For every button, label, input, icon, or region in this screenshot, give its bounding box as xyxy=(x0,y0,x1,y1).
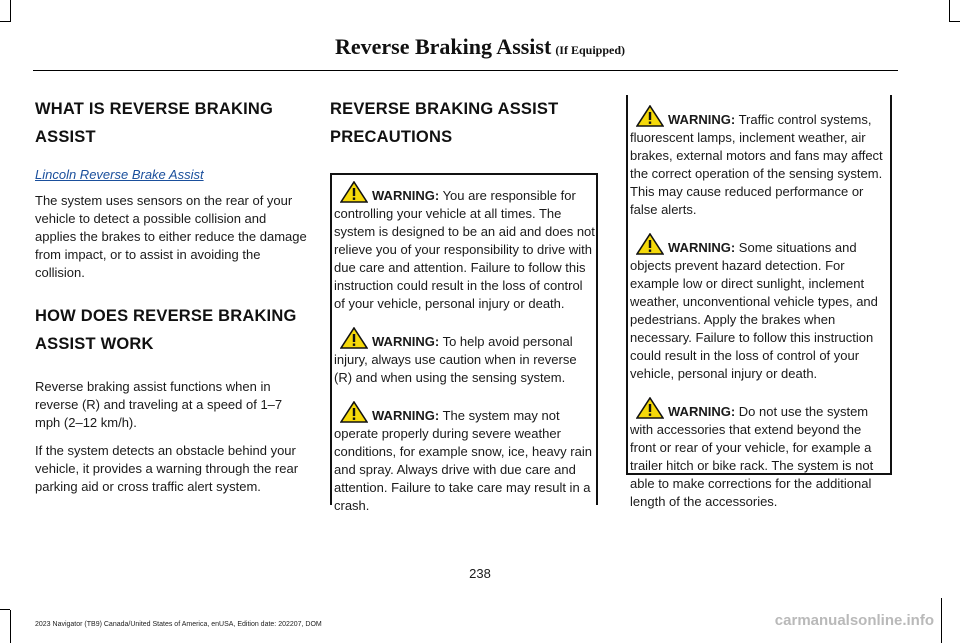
crop-mark xyxy=(10,0,11,22)
warning-item xyxy=(334,327,596,387)
footer-edition-text: 2023 Navigator (TB9) Canada/United States of America, enUSA, Edition date: 202207, DOM xyxy=(35,621,322,628)
warning-text: Some situations and objects prevent hazard detection. For example low or direct sunlight, inclement weather, unconventional vehicle types, and pedestrians. Apply the brakes when necessary. Failure to follow this instruction could result in the loss of control of your vehicle, personal injury or death. xyxy=(630,240,878,381)
column-1 xyxy=(35,95,307,496)
section-heading: HOW DOES REVERSE BRAKING ASSIST WORK xyxy=(35,307,297,353)
warning-triangle-icon xyxy=(636,105,664,127)
column-2 xyxy=(330,95,598,513)
page-subtitle: (If Equipped) xyxy=(555,43,626,57)
warning-box xyxy=(626,95,892,509)
column-3 xyxy=(626,95,892,509)
warning-text: You are responsible for controlling your vehicle at all times. The system is designed to be an aid and does not relieve you of your responsibility to drive with due care and attention. Failure to follow this instruction could result in the loss of control of your vehicle, personal injury or death. xyxy=(334,188,595,311)
paragraph: Reverse braking assist functions when in reverse (R) and traveling at a speed of 1–7 mph (2–12 km/h). xyxy=(35,379,283,430)
paragraph: The system uses sensors on the rear of your vehicle to detect a possible collision and applies the brakes to either reduce the damage from impact, or to assist in avoiding the collision. xyxy=(35,193,307,280)
warning-label: WARNING: xyxy=(372,408,440,423)
crop-mark xyxy=(949,0,950,22)
warning-text: To help avoid personal injury, always use caution when in reverse (R) and when using the sensing system. xyxy=(334,334,577,385)
warning-label: WARNING: xyxy=(668,112,736,127)
section-heading: WHAT IS REVERSE BRAKING ASSIST xyxy=(35,100,274,146)
warning-item xyxy=(630,233,890,383)
warning-label: WARNING: xyxy=(372,334,440,349)
crop-mark xyxy=(950,21,960,22)
paragraph: If the system detects an obstacle behind your vehicle, it provides a warning through the rear parking aid or cross traffic alert system. xyxy=(35,443,299,494)
warning-triangle-icon xyxy=(340,401,368,423)
warning-triangle-icon xyxy=(636,397,664,419)
crop-mark xyxy=(0,609,10,610)
crop-mark xyxy=(941,598,942,643)
crop-mark xyxy=(10,610,11,643)
header-divider xyxy=(33,70,898,71)
warning-item xyxy=(630,105,890,219)
warning-item xyxy=(334,401,596,515)
warning-box xyxy=(330,173,598,513)
crop-mark xyxy=(0,21,10,22)
warning-text: Traffic control systems, fluorescent lamps, inclement weather, air brakes, external motors and fans may affect the correct operation of the sensing system. This may cause reduced performance or false alerts. xyxy=(630,112,883,217)
warning-label: WARNING: xyxy=(668,404,736,419)
section-heading: REVERSE BRAKING ASSIST PRECAUTIONS xyxy=(330,100,559,146)
warning-label: WARNING: xyxy=(668,240,736,255)
warning-item xyxy=(334,181,596,313)
warning-triangle-icon xyxy=(636,233,664,255)
warning-triangle-icon xyxy=(340,327,368,349)
warning-label: WARNING: xyxy=(372,188,440,203)
warning-text: The system may not operate properly during severe weather conditions, for example snow, ice, heavy rain and spray. Always drive with due care and attention. Failure to take care may result in a crash. xyxy=(334,408,592,513)
warning-item xyxy=(630,397,890,511)
video-link[interactable]: Lincoln Reverse Brake Assist xyxy=(35,167,204,182)
warning-triangle-icon xyxy=(340,181,368,203)
page-number: 238 xyxy=(469,566,491,581)
page-title: Reverse Braking Assist xyxy=(334,34,552,59)
watermark: carmanualsonline.info xyxy=(774,612,934,629)
warning-text: Do not use the system with accessories that extend beyond the front or rear of your vehicle, for example a trailer hitch or bike rack. The system is not able to make corrections for the additional length of the accessories. xyxy=(630,404,874,509)
page-header xyxy=(0,34,960,60)
